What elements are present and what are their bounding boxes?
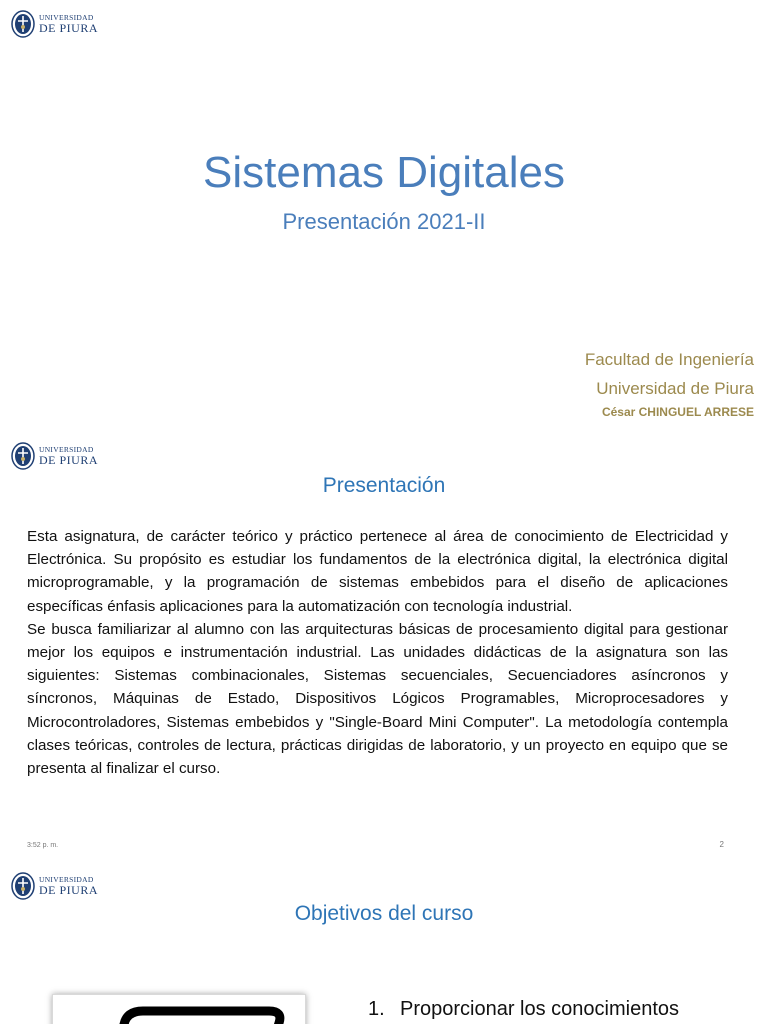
- course-description: [27, 525, 728, 780]
- professor-name: César CHINGUEL ARRESE: [601, 405, 754, 419]
- university-logo: [11, 872, 98, 900]
- university-name: Universidad de Piura: [596, 379, 754, 398]
- objectives-slide: [0, 862, 768, 1024]
- logo-line-1: UNIVERSIDAD: [39, 444, 94, 454]
- university-seal-icon: [11, 10, 35, 38]
- description-paragraph-2: Se busca familiarizar al alumno con las arquitecturas básicas de procesamiento digital para gestionar mejor los equipos e instrumentación industrial. Las unidades didácticas de la asignatura son las siguientes: Sistemas combinacionales, Sistemas secuenciales, Secuenciadores asíncronos y síncronos, Máquinas de Estado, Dispositivos Lógicos Programables, Microprocesadores y Microcontroladores, Sistemas embebidos y "Single-Board Mini Computer". La metodología contempla clases teóricas, controles de lectura, prácticas dirigidas de laboratorio, y un proyecto en equipo que se presenta al finalizar el curso.: [27, 620, 728, 778]
- objective-item-1: [368, 998, 679, 1021]
- university-seal-icon: [11, 442, 35, 470]
- faculty-name: Facultad de Ingeniería: [584, 350, 754, 369]
- university-logo: [11, 10, 98, 38]
- logo-line-1: UNIVERSIDAD: [39, 874, 94, 884]
- description-paragraph-1: Esta asignatura, de carácter teórico y práctico pertenece al área de conocimiento de Electricidad y Electrónica. Su propósito es estudiar los fundamentos de la electrónica digital, la electrónica digital microprogramable, y la programación de sistemas embebidos para el diseño de aplicaciones específicas énfasis aplicaciones para la automatización con tecnología industrial.: [27, 528, 728, 615]
- university-seal-icon: [11, 872, 35, 900]
- presentation-title: Sistemas Digitales: [203, 148, 565, 197]
- objective-illustration: [52, 994, 306, 1024]
- objective-text: Proporcionar los conocimientos: [400, 998, 680, 1020]
- presentation-slide: [0, 432, 768, 862]
- illustration-shape: [53, 995, 305, 1024]
- title-slide: [0, 0, 768, 432]
- logo-line-1: UNIVERSIDAD: [39, 12, 94, 22]
- slide-page-number: 2: [719, 840, 724, 849]
- university-logo: [11, 442, 98, 470]
- logo-line-2: DE PIURA: [39, 883, 99, 898]
- logo-line-2: DE PIURA: [39, 453, 99, 468]
- slide-heading: Objetivos del curso: [294, 902, 474, 925]
- presentation-subtitle: Presentación 2021-II: [282, 209, 486, 234]
- objective-number: 1.: [368, 998, 385, 1020]
- logo-line-2: DE PIURA: [39, 21, 99, 36]
- slide-time: 3:52 p. m.: [27, 842, 59, 849]
- slide-heading: Presentación: [322, 474, 446, 497]
